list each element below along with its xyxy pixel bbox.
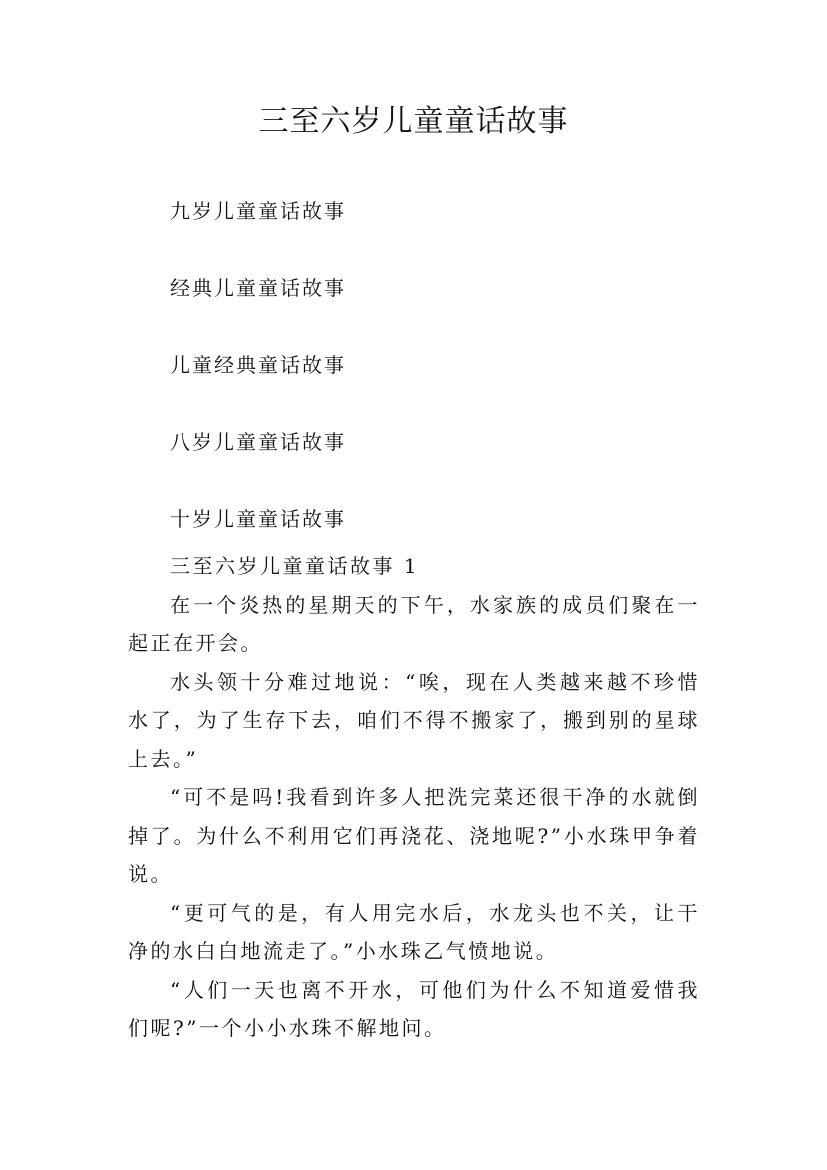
- story-paragraph: 水头领十分难过地说：“唉，现在人类越来越不珍惜水了，为了生存下去，咱们不得不搬家了，搬到别的星球上去。”: [128, 669, 700, 771]
- story-paragraph: 在一个炎热的星期天的下午，水家族的成员们聚在一起正在开会。: [128, 592, 700, 655]
- related-story-item: 经典儿童童话故事: [170, 276, 346, 300]
- document-title: 三至六岁儿童童话故事: [258, 104, 569, 139]
- related-story-item: 十岁儿童童话故事: [170, 507, 346, 531]
- story-body: [128, 547, 700, 1048]
- story-paragraph: “人们一天也离不开水，可他们为什么不知道爱惜我们呢?”一个小小水珠不解地问。: [128, 977, 700, 1040]
- section-heading: 三至六岁儿童童话故事 1: [170, 554, 420, 578]
- related-story-list: [170, 196, 730, 534]
- related-story-item: 九岁儿童童话故事: [170, 199, 346, 223]
- story-paragraph: “更可气的是，有人用完水后，水龙头也不关，让干净的水白白地流走了。”小水珠乙气愤地说。: [128, 900, 700, 963]
- related-story-item: 八岁儿童童话故事: [170, 430, 346, 454]
- story-paragraph: “可不是吗!我看到许多人把洗完菜还很干净的水就倒掉了。为什么不利用它们再浇花、浇地呢?”小水珠甲争着说。: [128, 785, 700, 886]
- related-story-item: 儿童经典童话故事: [170, 353, 346, 377]
